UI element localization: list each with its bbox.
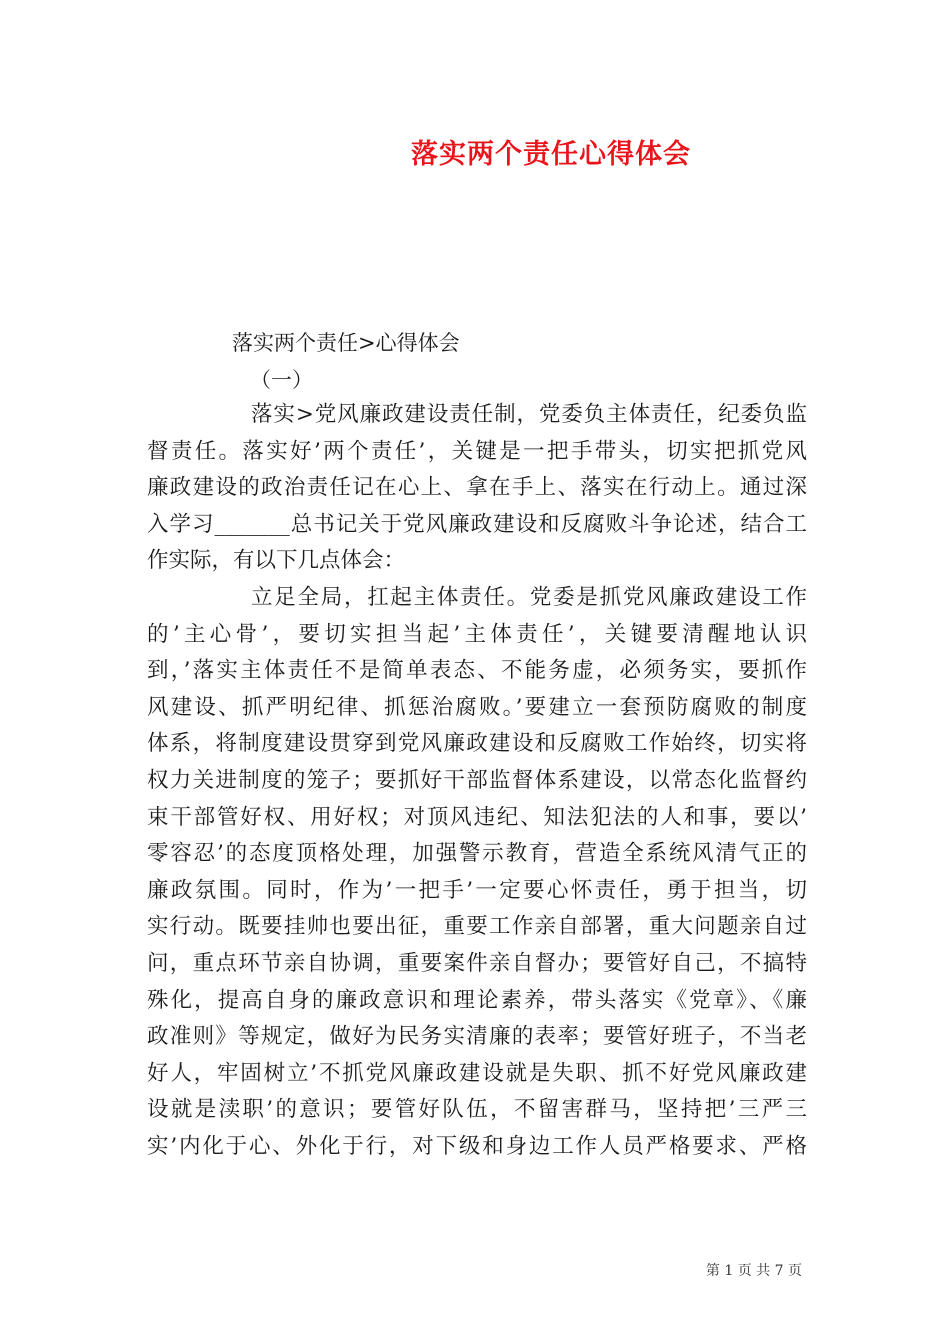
text-line: 作实际，有以下几点体会： [147, 548, 406, 574]
document-body [147, 397, 807, 1165]
text-line: 立足全局，扛起主体责任。党委是抓党风廉政建设工作 [251, 584, 807, 610]
text-line: 廉政氛围。同时，作为’一把手’一定要心怀责任，勇于担当，切 [147, 877, 807, 903]
paragraph-2 [147, 580, 807, 1166]
text-line: 到，’落实主体责任不是简单表态、不能务虚，必须务实，要抓作 [147, 658, 807, 684]
page-number: 第 1 页 共 7 页 [705, 1263, 802, 1279]
text-line: 设就是渎职’的意识；要管好队伍，不留害群马，坚持把’三严三 [147, 1097, 807, 1123]
text-line: 实行动。既要挂帅也要出征，重要工作亲自部署，重大问题亲自过 [147, 914, 807, 940]
text-line: 体系，将制度建设贯穿到党风廉政建设和反腐败工作始终，切实将 [147, 731, 807, 757]
paragraph-1 [147, 397, 807, 580]
text-line: 束干部管好权、用好权；对顶风违纪、知法犯法的人和事，要以’ [147, 804, 807, 830]
text-line: 入学习_______总书记关于党风廉政建设和反腐败斗争论述，结合工 [147, 511, 807, 537]
text-line: 政准则》等规定，做好为民务实清廉的表率；要管好班子，不当老 [147, 1024, 807, 1050]
text-line: 督责任。落实好’两个责任’，关键是一把手带头，切实把抓党风 [147, 438, 807, 464]
text-line: 零容忍’的态度顶格处理，加强警示教育，营造全系统风清气正的 [147, 841, 807, 867]
text-line: 权力关进制度的笼子；要抓好干部监督体系建设，以常态化监督约 [147, 767, 807, 793]
text-line: 问，重点环节亲自协调，重要案件亲自督办；要管好自己，不搞特 [147, 950, 807, 976]
text-line: 落实>党风廉政建设责任制，党委负主体责任，纪委负监 [251, 402, 807, 427]
text-line: 的’主心骨’，要切实担当起’主体责任’，关键要清醒地认识 [147, 621, 807, 647]
text-line: 殊化，提高自身的廉政意识和理论素养，带头落实《党章》、《廉 [147, 987, 807, 1013]
document-title: 落实两个责任心得体会 [411, 139, 691, 170]
text-line: 好人，牢固树立’不抓党风廉政建设就是失职、抓不好党风廉政建 [147, 1060, 807, 1086]
section-marker: （一） [250, 368, 313, 392]
text-line: 廉政建设的政治责任记在心上、拿在手上、落实在行动上。通过深 [147, 475, 807, 501]
text-line: 风建设、抓严明纪律、抓惩治腐败。’要建立一套预防腐败的制度 [147, 694, 807, 720]
document-subtitle: 落实两个责任>心得体会 [232, 331, 460, 355]
text-line: 实’内化于心、外化于行，对下级和身边工作人员严格要求、严格 [147, 1133, 807, 1159]
